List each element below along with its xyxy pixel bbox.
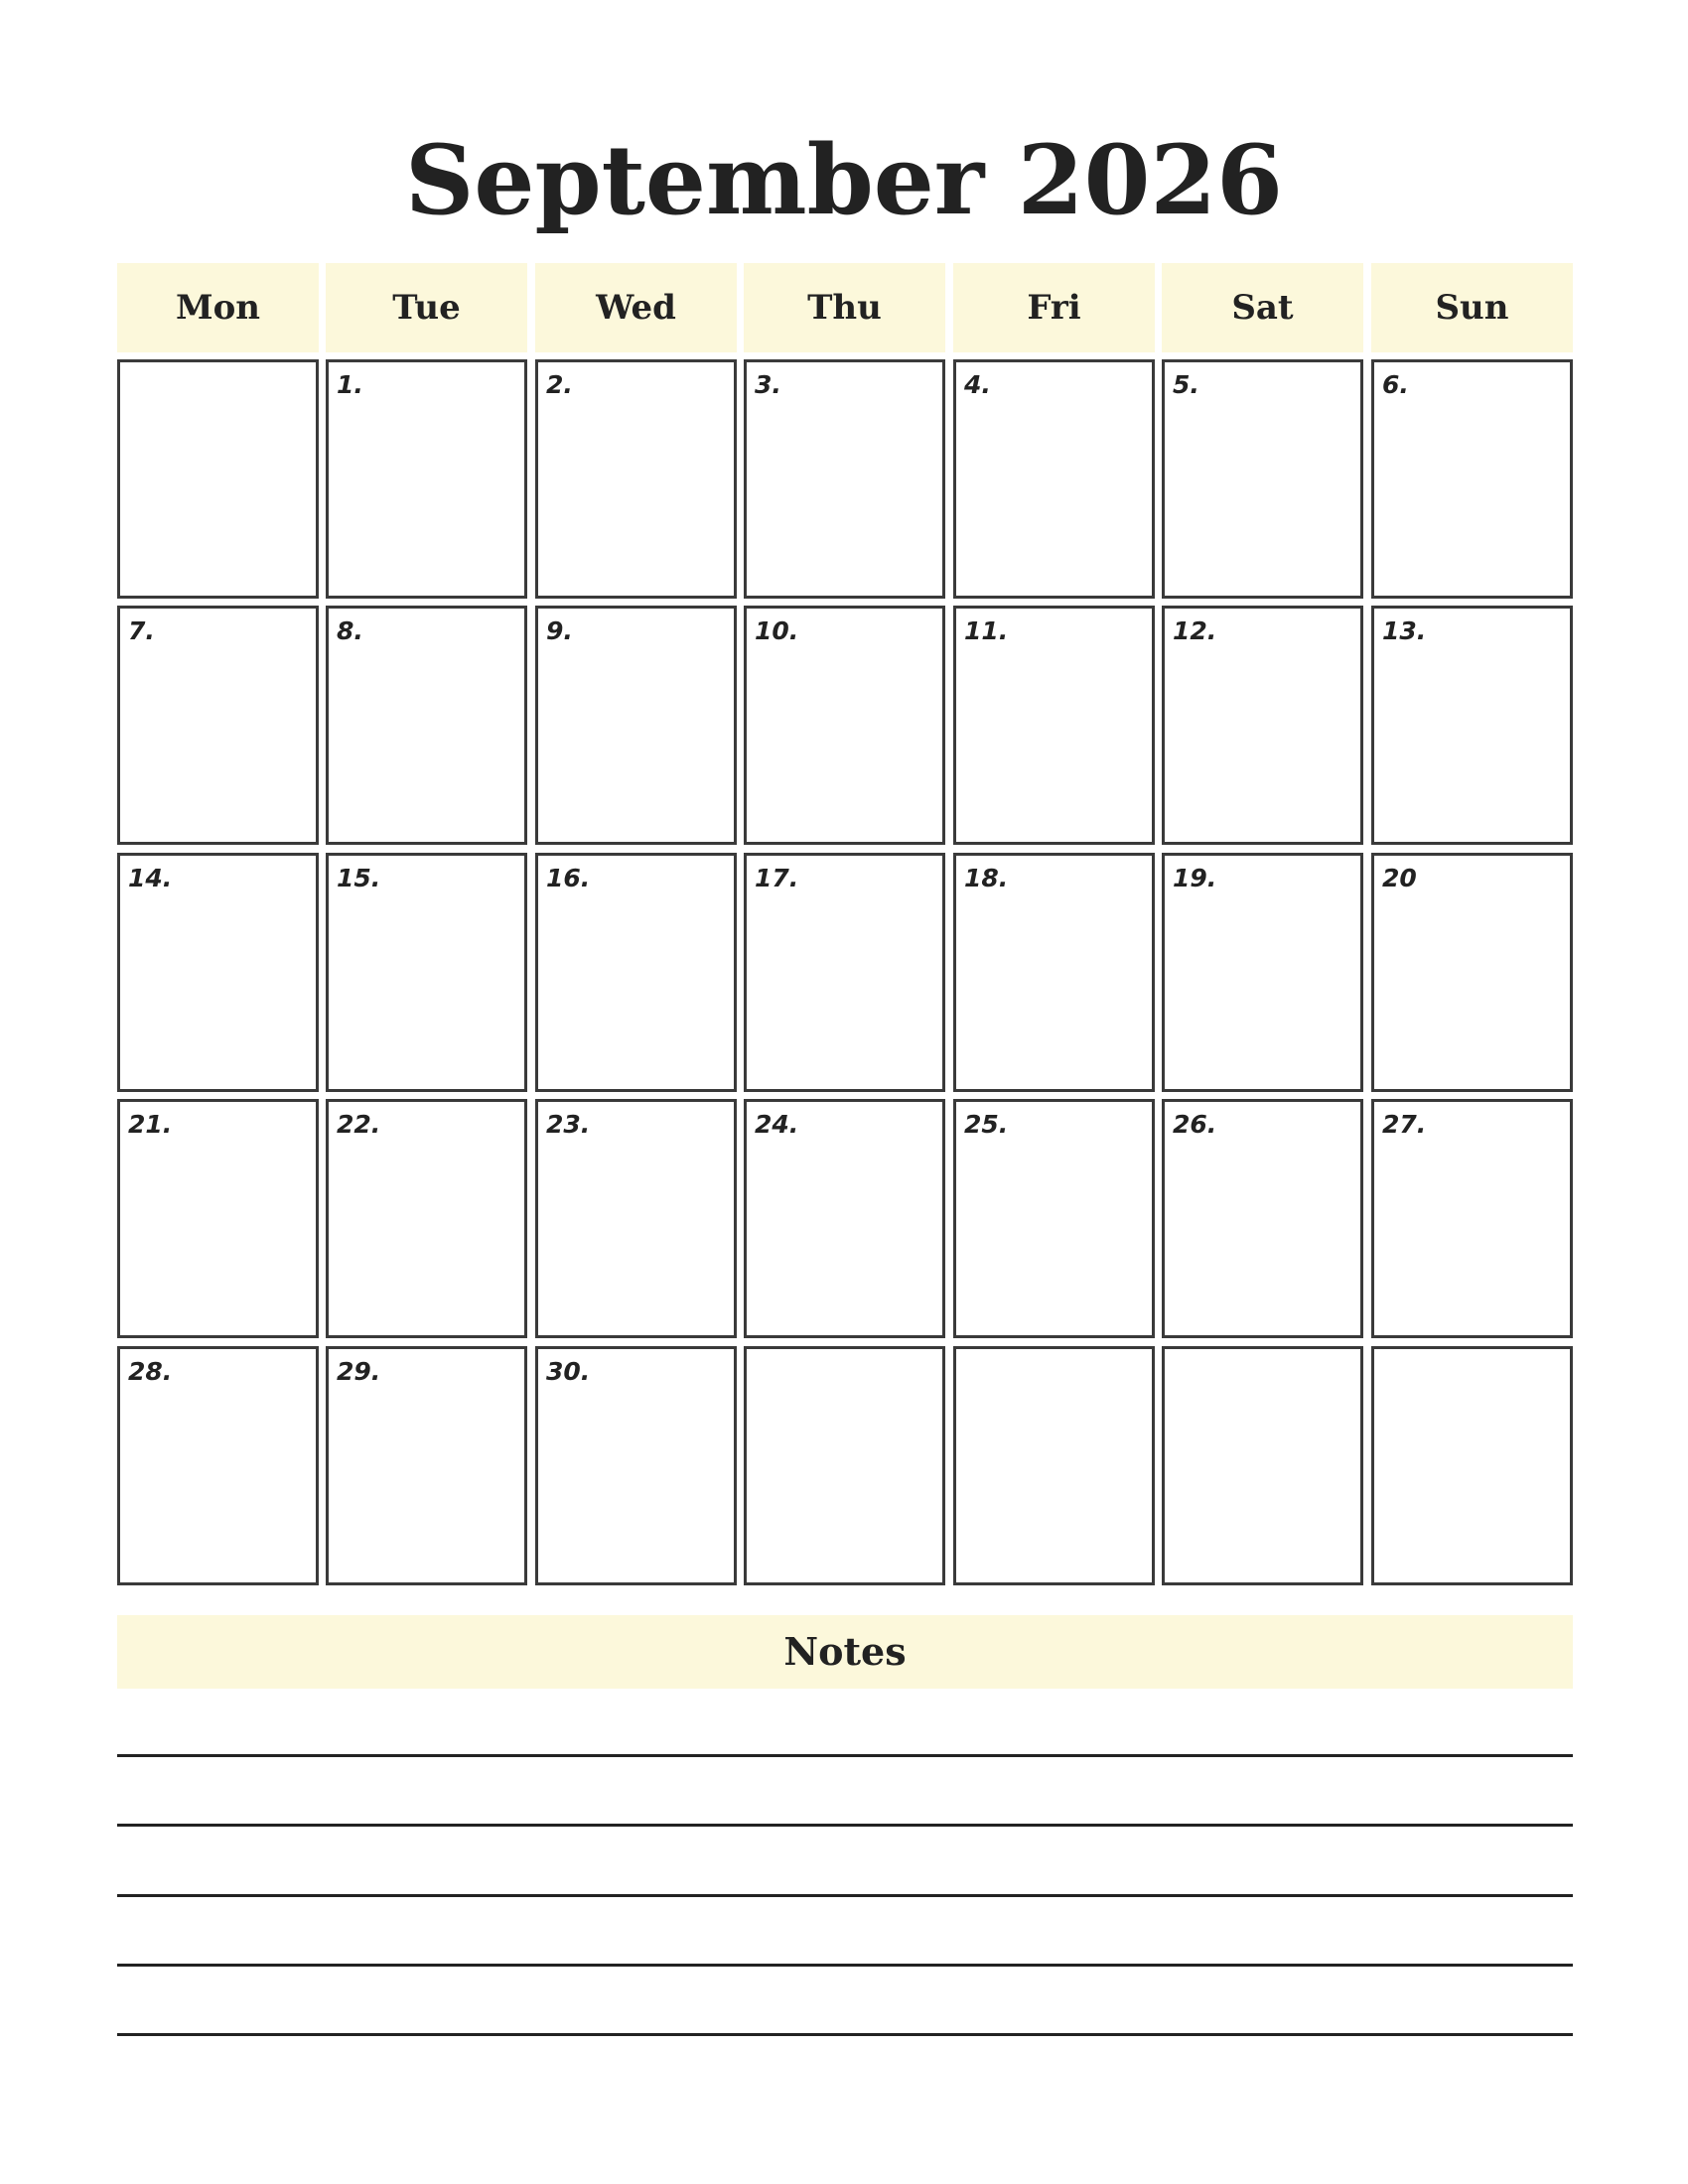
day-cell[interactable] — [1162, 606, 1363, 845]
day-cell[interactable] — [953, 606, 1155, 845]
day-cell[interactable] — [1371, 606, 1573, 845]
day-number: 26. — [1173, 1110, 1217, 1139]
weekday-header-fri: Fri — [953, 263, 1155, 352]
day-number: 29. — [337, 1357, 381, 1386]
day-cell[interactable] — [535, 853, 737, 1092]
day-cell[interactable] — [1162, 1099, 1363, 1338]
day-number: 7. — [128, 616, 155, 645]
day-cell[interactable] — [744, 853, 945, 1092]
notes-line[interactable] — [117, 2033, 1573, 2036]
page-title: September 2026 — [405, 124, 1283, 236]
day-number: 12. — [1173, 616, 1217, 645]
day-number: 16. — [546, 864, 591, 892]
day-number: 13. — [1382, 616, 1427, 645]
day-number: 8. — [337, 616, 363, 645]
day-cell[interactable] — [326, 606, 527, 845]
day-number: 6. — [1382, 370, 1409, 399]
calendar-grid — [117, 359, 1573, 1586]
day-cell[interactable] — [953, 1099, 1155, 1338]
day-cell[interactable] — [535, 606, 737, 845]
day-number: 28. — [128, 1357, 173, 1386]
notes-line[interactable] — [117, 1894, 1573, 1897]
notes-line[interactable] — [117, 1964, 1573, 1967]
notes-header: Notes — [117, 1615, 1573, 1689]
day-number: 3. — [755, 370, 781, 399]
notes-line[interactable] — [117, 1824, 1573, 1827]
day-number: 1. — [337, 370, 363, 399]
day-cell[interactable] — [744, 606, 945, 845]
weekday-header-sun: Sun — [1371, 263, 1573, 352]
day-cell[interactable] — [744, 359, 945, 599]
day-cell[interactable] — [953, 359, 1155, 599]
day-cell[interactable] — [1162, 1346, 1363, 1585]
day-cell[interactable] — [953, 1346, 1155, 1585]
day-number: 4. — [964, 370, 991, 399]
notes-line[interactable] — [117, 1754, 1573, 1757]
day-cell[interactable] — [117, 359, 319, 599]
day-cell[interactable] — [326, 1346, 527, 1585]
day-cell[interactable] — [117, 606, 319, 845]
day-cell[interactable] — [117, 1099, 319, 1338]
day-number: 15. — [337, 864, 381, 892]
day-number: 11. — [964, 616, 1009, 645]
day-cell[interactable] — [535, 359, 737, 599]
day-number: 23. — [546, 1110, 591, 1139]
day-number: 20 — [1382, 864, 1417, 892]
day-cell[interactable] — [535, 1099, 737, 1338]
day-cell[interactable] — [535, 1346, 737, 1585]
day-cell[interactable] — [326, 853, 527, 1092]
day-cell[interactable] — [744, 1346, 945, 1585]
day-cell[interactable] — [744, 1099, 945, 1338]
day-cell[interactable] — [117, 1346, 319, 1585]
day-cell[interactable] — [326, 1099, 527, 1338]
weekday-header-wed: Wed — [535, 263, 737, 352]
day-cell[interactable] — [1371, 1346, 1573, 1585]
day-cell[interactable] — [326, 359, 527, 599]
day-number: 24. — [755, 1110, 799, 1139]
day-cell[interactable] — [953, 853, 1155, 1092]
weekday-header-sat: Sat — [1162, 263, 1363, 352]
day-number: 22. — [337, 1110, 381, 1139]
day-number: 5. — [1173, 370, 1199, 399]
day-number: 21. — [128, 1110, 173, 1139]
weekday-header-row — [117, 263, 1573, 352]
day-cell[interactable] — [1371, 853, 1573, 1092]
day-number: 27. — [1382, 1110, 1427, 1139]
day-cell[interactable] — [1162, 853, 1363, 1092]
day-cell[interactable] — [117, 853, 319, 1092]
day-number: 19. — [1173, 864, 1217, 892]
day-number: 30. — [546, 1357, 591, 1386]
weekday-header-thu: Thu — [744, 263, 945, 352]
day-number: 10. — [755, 616, 799, 645]
day-number: 14. — [128, 864, 173, 892]
day-number: 2. — [546, 370, 573, 399]
day-cell[interactable] — [1371, 1099, 1573, 1338]
day-cell[interactable] — [1371, 359, 1573, 599]
weekday-header-mon: Mon — [117, 263, 319, 352]
day-number: 18. — [964, 864, 1009, 892]
day-number: 17. — [755, 864, 799, 892]
day-cell[interactable] — [1162, 359, 1363, 599]
weekday-header-tue: Tue — [326, 263, 527, 352]
day-number: 25. — [964, 1110, 1009, 1139]
day-number: 9. — [546, 616, 573, 645]
